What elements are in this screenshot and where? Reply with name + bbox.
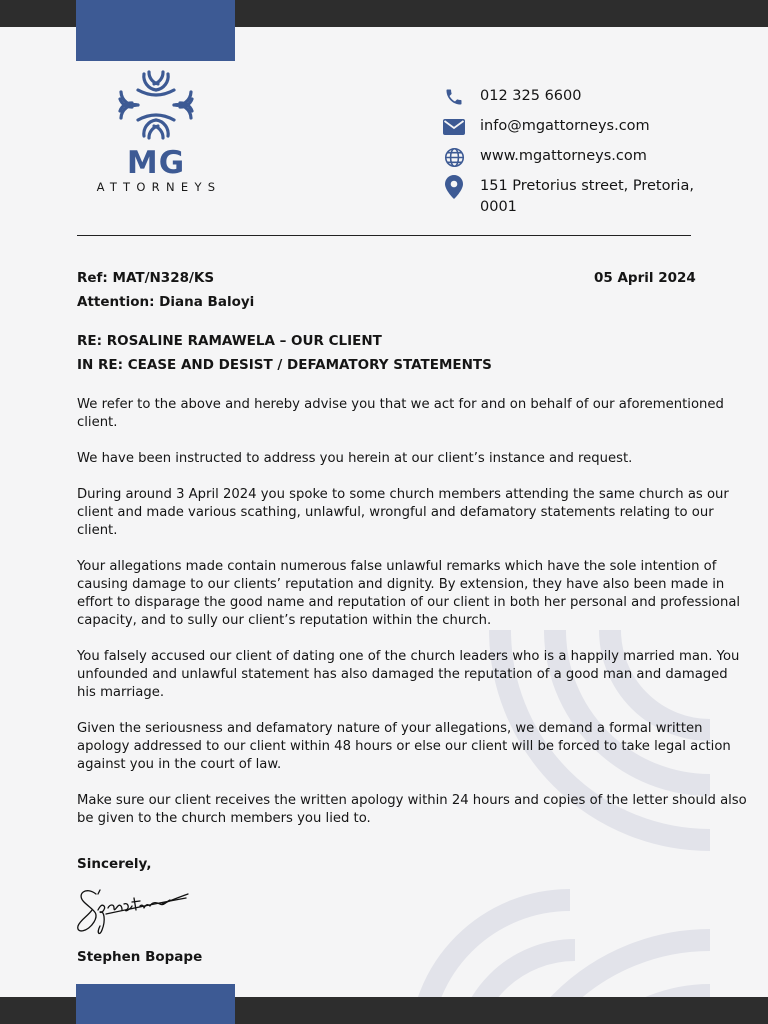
subject-line-2: IN RE: CEASE AND DESIST / DEFAMATORY STATEMENTS xyxy=(77,357,492,373)
paragraph: We have been instructed to address you herein at our client’s instance and request. xyxy=(77,451,633,466)
email-icon xyxy=(443,116,465,138)
logo-subtitle: ATTORNEYS xyxy=(96,180,222,194)
reference-number: Ref: MAT/N328/KS xyxy=(77,270,215,286)
contact-block xyxy=(443,86,723,226)
firm-logo xyxy=(76,70,236,194)
reference-block xyxy=(77,266,254,314)
office-address: 151 Pretorius street, Pretoria, 0001 xyxy=(480,178,694,215)
website-url[interactable]: www.mgattorneys.com xyxy=(480,148,647,164)
contact-phone-row xyxy=(443,86,723,108)
paragraph: Your allegations made contain numerous false unlawful remarks which have the sole intention of causing damage to our clients’ reputation and dignity. By extension, they have also been made in effort to disparage the good name and reputation of our client in both her personal and professional capacity, and to sully our client’s reputation within the church. xyxy=(77,559,741,628)
closing-salutation: Sincerely, xyxy=(77,856,152,872)
contact-email-row xyxy=(443,116,723,138)
globe-icon xyxy=(443,146,465,168)
signer-name: Stephen Bopape xyxy=(77,949,203,965)
logo-name: MG xyxy=(126,145,186,181)
subject-block xyxy=(77,329,492,377)
phone-icon xyxy=(443,86,465,108)
paragraph: During around 3 April 2024 you spoke to some church members attending the same church as our client and made various scathing, unlawful, wrongful and defamatory statements relating to our client. xyxy=(77,487,729,538)
bottom-blue-tab xyxy=(76,984,235,1024)
paragraph: Make sure our client receives the written apology within 24 hours and copies of the letter should also be given to the church members you lied to. xyxy=(77,793,747,826)
location-pin-icon xyxy=(443,176,465,198)
subject-line-1: RE: ROSALINE RAMAWELA – OUR CLIENT xyxy=(77,333,382,349)
phone-number: 012 325 6600 xyxy=(480,88,582,104)
attention-line: Attention: Diana Baloyi xyxy=(77,294,255,310)
handwritten-signature xyxy=(74,880,194,946)
contact-website-row xyxy=(443,146,723,168)
contact-address-row xyxy=(443,176,723,218)
header-divider xyxy=(77,235,691,236)
paragraph: You falsely accused our client of dating one of the church leaders who is a happily married man. You unfounded and unlawful statement has also damaged the reputation of a good man and damaged his marriage. xyxy=(77,649,740,700)
letter-date: 05 April 2024 xyxy=(594,270,696,286)
paragraph: We refer to the above and hereby advise you that we act for and on behalf of our aforementioned client. xyxy=(77,397,724,430)
interlocking-arcs-logo-icon xyxy=(118,70,194,140)
top-blue-tab xyxy=(76,0,235,61)
email-address[interactable]: info@mgattorneys.com xyxy=(480,118,650,134)
paragraph: Given the seriousness and defamatory nature of your allegations, we demand a formal written apology addressed to our client within 48 hours or else our client will be forced to take legal action against you in the court of law. xyxy=(77,721,731,772)
letter-body xyxy=(77,396,747,846)
